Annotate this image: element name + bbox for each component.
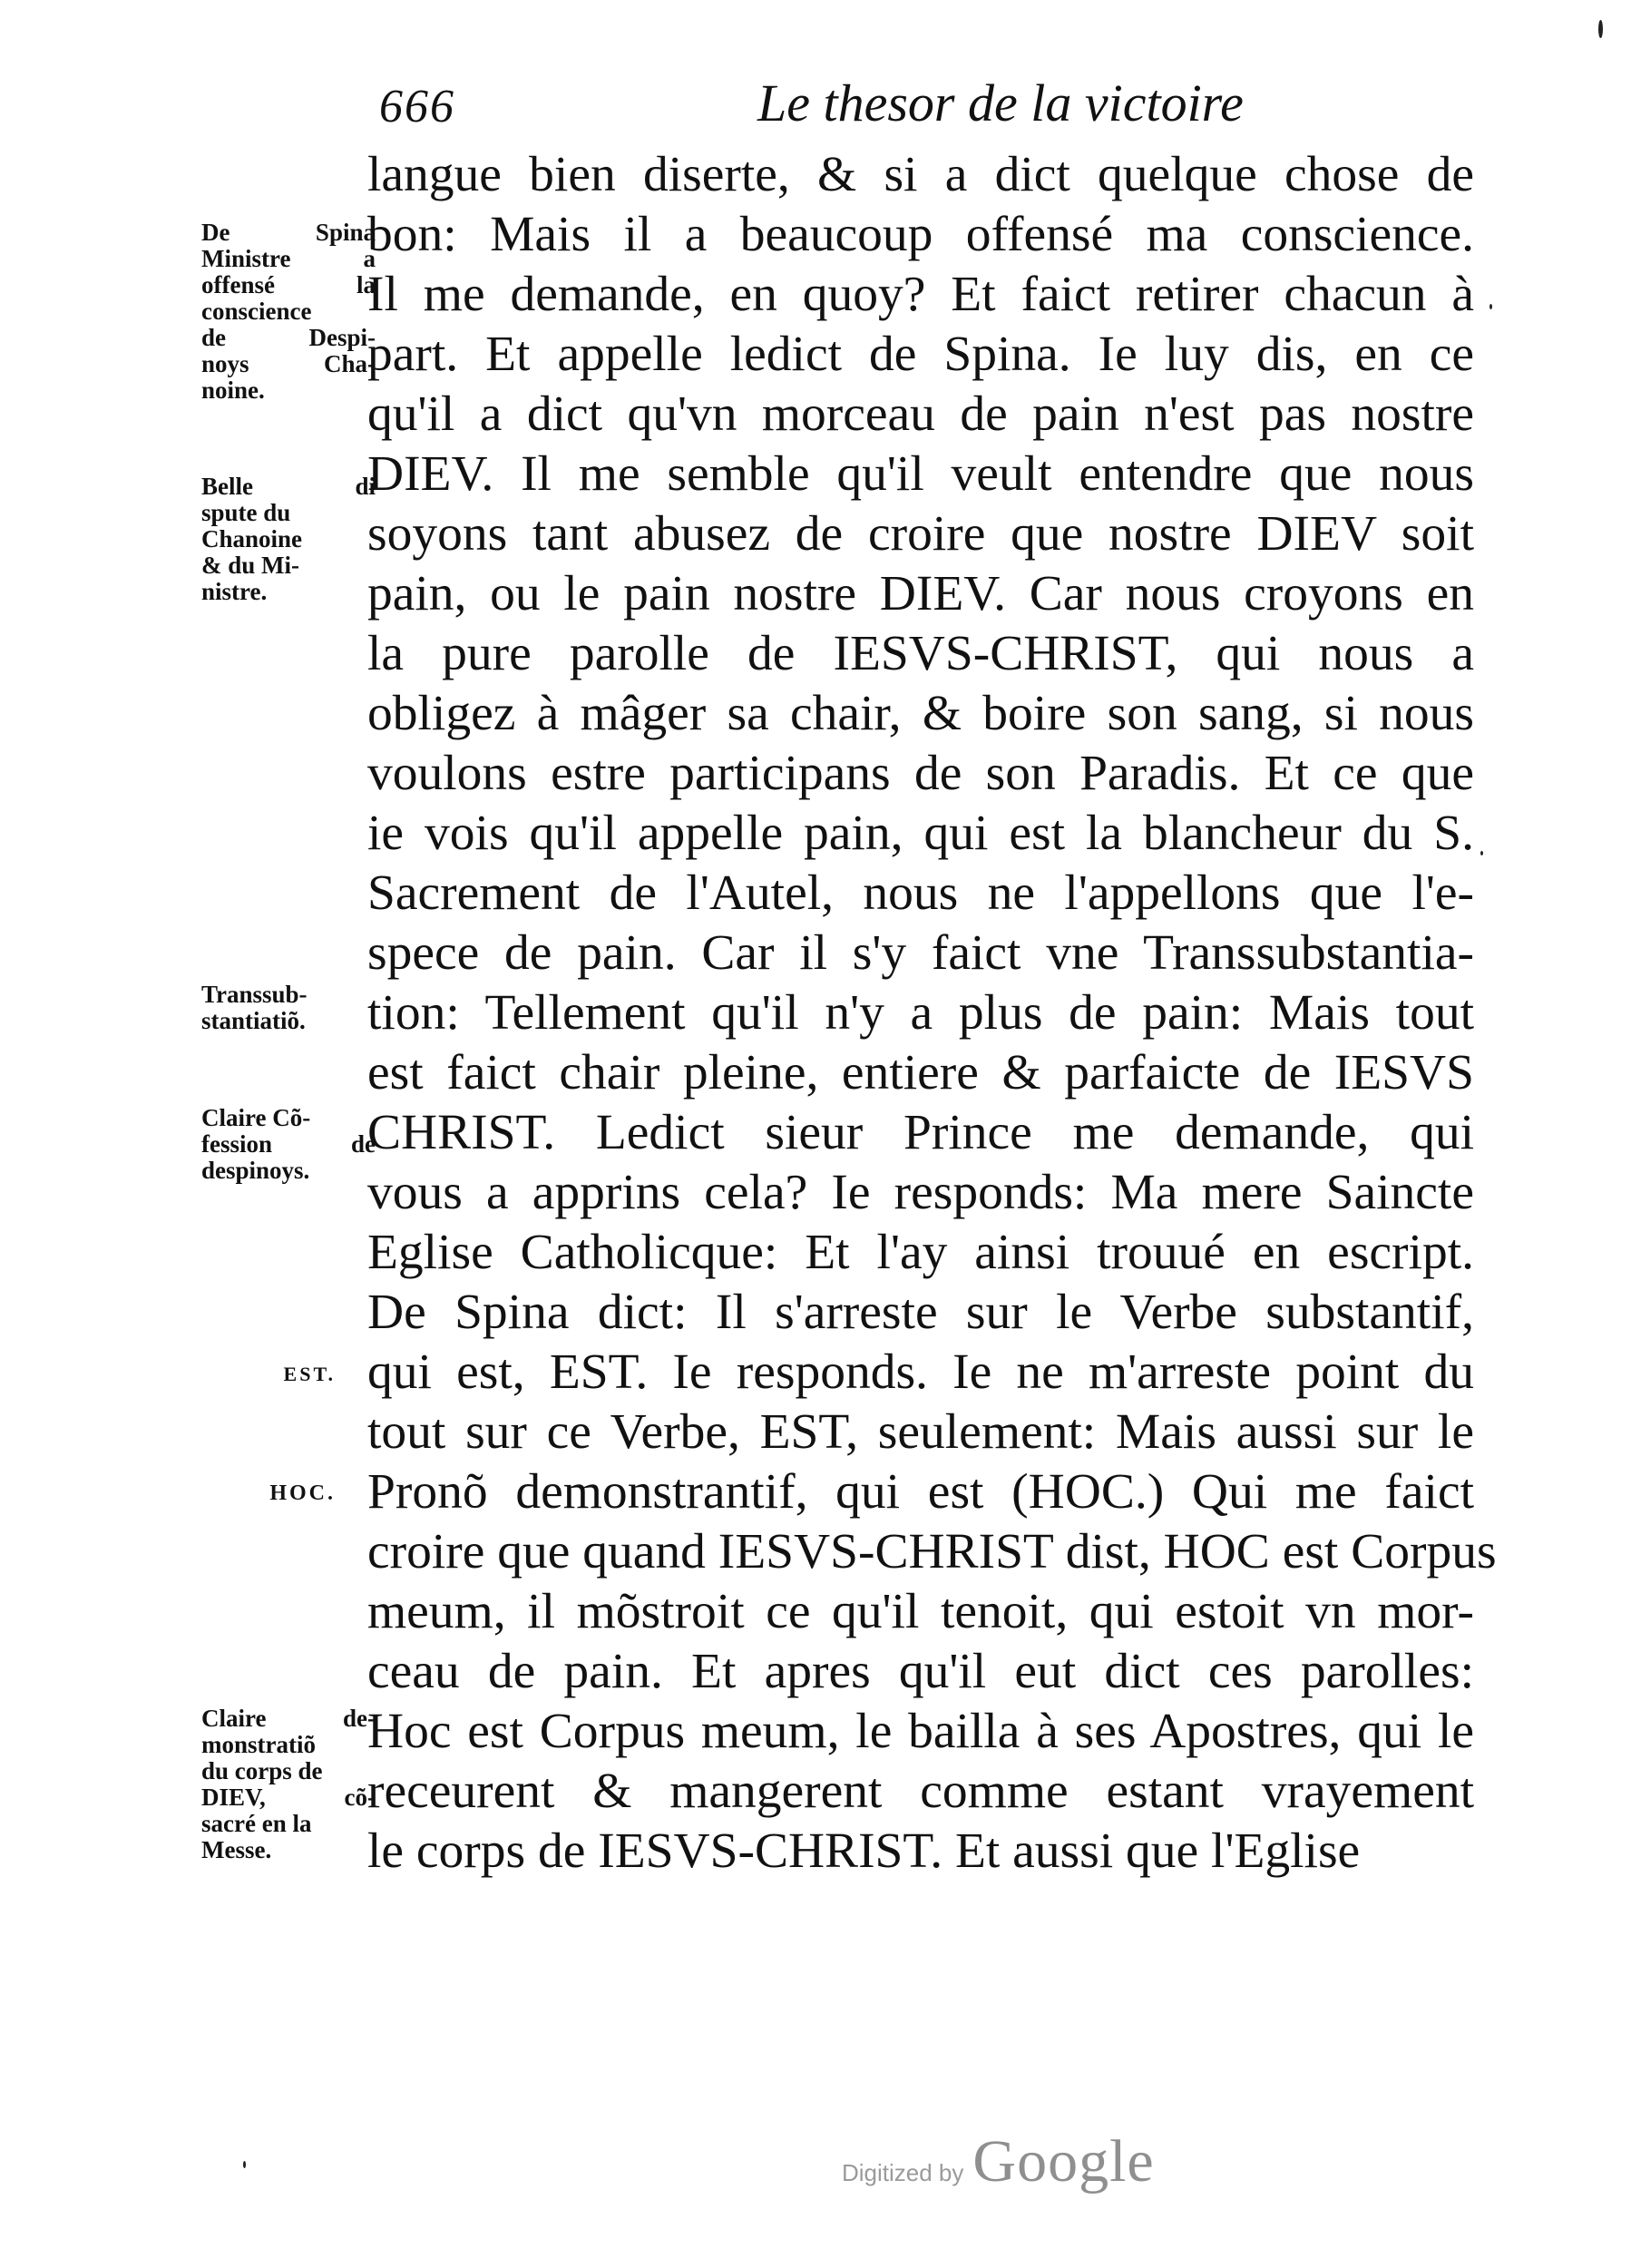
margin-note-line: HOC. (269, 1481, 336, 1505)
margin-note-line: Messe. (201, 1836, 272, 1863)
text-line: De Spina dict: Il s'arreste sur le Verbe substantif, (367, 1285, 1474, 1340)
text-line: est faict chair pleine, entiere & parfaicte de IESVS (367, 1045, 1474, 1100)
margin-note-line: Chanoine (201, 525, 303, 552)
digitized-label: Digitized by (842, 2159, 964, 2186)
scan-mark (1489, 304, 1492, 309)
margin-note-line: sacré en la (201, 1810, 312, 1837)
margin-note-line: du corps de (201, 1757, 323, 1784)
text-line: langue bien diserte, & si a dict quelque chose de (367, 147, 1474, 202)
text-line: tion: Tellement qu'il n'y a plus de pain: Mais tout (367, 985, 1474, 1041)
margin-note-line: spute du (201, 499, 291, 526)
google-logo: Google (972, 2128, 1155, 2195)
text-line: Hoc est Corpus meum, le bailla à ses Apostres, qui le (367, 1704, 1474, 1759)
margin-note (209, 1481, 336, 1507)
text-line: voulons estre participans de son Paradis. Et ce que (367, 746, 1474, 801)
margin-note-line: noys Cha- (201, 350, 376, 377)
text-line: croire que quand IESVS-CHRIST dist, HOC est Corpus (367, 1524, 1497, 1579)
text-line: Sacrement de l'Autel, nous ne l'appellons que l'e- (367, 865, 1474, 921)
margin-note-line: Claire Cõ- (201, 1104, 311, 1131)
text-line: bon: Mais il a beaucoup offensé ma conscience. (367, 207, 1474, 262)
margin-note (209, 1361, 336, 1387)
text-line: meum, il mõstroit ce qu'il tenoit, qui estoit vn mor- (367, 1584, 1474, 1639)
text-line: DIEV. Il me semble qu'il veult entendre que nous (367, 446, 1474, 502)
margin-note-line: noine. (201, 376, 265, 404)
margin-note-line: & du Mi- (201, 552, 299, 579)
text-line: receurent & mangerent comme estant vrayement (367, 1764, 1474, 1819)
text-line: qu'il a dict qu'vn morceau de pain n'est pas nostre (367, 386, 1474, 442)
margin-note (201, 982, 376, 1034)
text-line: obligez à mâger sa chair, & boire son sang, si nous (367, 686, 1474, 741)
margin-note-line: offensé la (201, 271, 376, 298)
margin-note-line: de Despi- (201, 324, 376, 351)
text-line: pain, ou le pain nostre DIEV. Car nous croyons en (367, 566, 1474, 621)
page-number: 666 (379, 81, 455, 132)
text-line: vous a apprins cela? Ie responds: Ma mere Saincte (367, 1165, 1474, 1220)
scan-mark (243, 2161, 246, 2168)
text-line: qui est, EST. Ie responds. Ie ne m'arreste point du (367, 1344, 1474, 1400)
margin-note-line: EST. (283, 1363, 336, 1385)
text-line: Pronõ demonstrantif, qui est (HOC.) Qui me faict (367, 1464, 1474, 1520)
margin-note-line: De Spina (201, 219, 376, 246)
margin-note (201, 474, 376, 605)
text-line: Eglise Catholicque: Et l'ay ainsi trouué en escript. (367, 1225, 1474, 1280)
scan-mark (1480, 851, 1483, 855)
running-title: Le thesor de la victoire (757, 73, 1244, 132)
text-line: CHRIST. Ledict sieur Prince me demande, qui (367, 1105, 1474, 1160)
margin-note-line: Claire de- (201, 1705, 376, 1732)
margin-note (201, 220, 376, 404)
margin-note-line: fession de (201, 1130, 376, 1158)
margin-note-line: nistre. (201, 578, 268, 605)
text-line: spece de pain. Car il s'y faict vne Transsubstantia- (367, 925, 1474, 981)
margin-note-line: stantiatiõ. (201, 1007, 306, 1034)
text-line: ie vois qu'il appelle pain, qui est la blancheur du S. (367, 806, 1474, 861)
digitization-watermark (842, 2127, 1155, 2196)
margin-note-line: monstratiõ (201, 1731, 316, 1758)
text-line: soyons tant abusez de croire que nostre DIEV soit (367, 506, 1474, 562)
margin-note-line: Ministre a (201, 245, 376, 272)
margin-note-line: Belle di (201, 473, 376, 500)
text-line: ceau de pain. Et apres qu'il eut dict ces parolles: (367, 1644, 1474, 1699)
text-line: part. Et appelle ledict de Spina. Ie luy dis, en ce (367, 327, 1474, 382)
margin-note (201, 1706, 376, 1863)
text-line: tout sur ce Verbe, EST, seulement: Mais aussi sur le (367, 1404, 1474, 1460)
margin-note-line: Transsub- (201, 981, 308, 1008)
scan-mark (1598, 20, 1603, 38)
margin-note-line: conscience (201, 298, 312, 325)
margin-note-line: despinoys. (201, 1157, 310, 1184)
text-line: Il me demande, en quoy? Et faict retirer chacun à (367, 267, 1474, 322)
margin-note (201, 1105, 376, 1184)
margin-note-line: DIEV, cõ- (201, 1784, 376, 1811)
text-line: le corps de IESVS-CHRIST. Et aussi que l'Eglise (367, 1823, 1361, 1879)
text-line: la pure parolle de IESVS-CHRIST, qui nous a (367, 626, 1474, 681)
